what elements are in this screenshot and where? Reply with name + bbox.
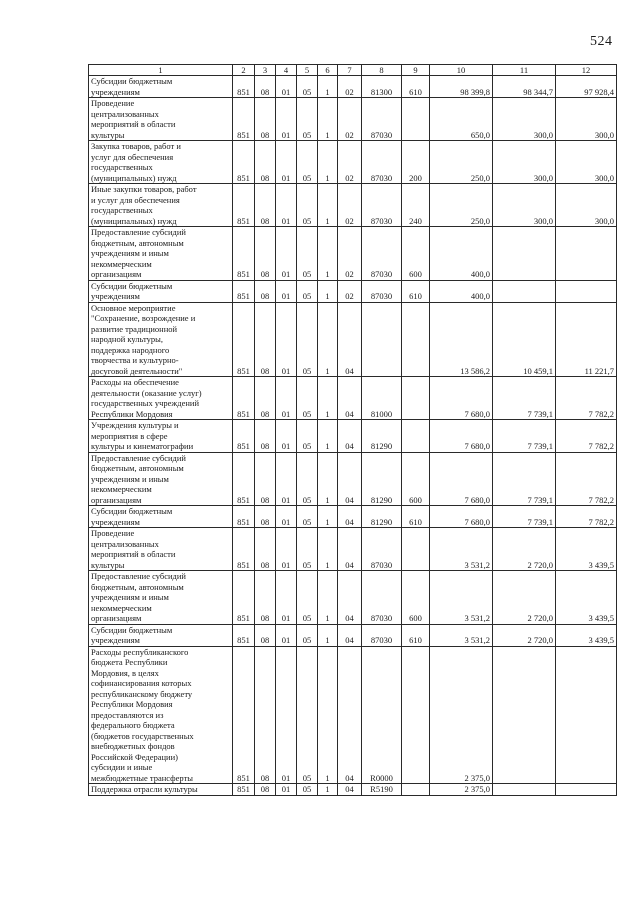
- amount-year-2-cell: [493, 646, 556, 784]
- expense-type-code-cell: 600: [402, 227, 430, 281]
- target-item-code-cell: 87030: [362, 227, 402, 281]
- amount-year-1-cell: 13 586,2: [430, 302, 493, 377]
- row-description: [89, 506, 233, 528]
- ministry-code-cell: 851: [233, 784, 255, 796]
- ministry-code-cell: 851: [233, 646, 255, 784]
- description-line: учреждениям и иным: [91, 473, 169, 484]
- page-number: 524: [590, 34, 613, 49]
- activity-code-cell: 02: [338, 227, 362, 281]
- description-line: Проведение: [91, 98, 135, 108]
- amount-year-2-cell: 10 459,1: [493, 302, 556, 377]
- table-row: [89, 506, 617, 528]
- description-line: Иные закупки товаров, работ: [91, 184, 197, 194]
- description-line: Субсидии бюджетным: [91, 76, 173, 86]
- target-item-code-cell: 87030: [362, 98, 402, 141]
- target-item-code-cell: 81290: [362, 420, 402, 453]
- description-line: Субсидии бюджетным: [91, 280, 173, 291]
- amount-year-2-cell: [493, 280, 556, 302]
- expense-type-code-cell: [402, 377, 430, 420]
- program-code-cell: 01: [276, 420, 297, 453]
- table-row: [89, 98, 617, 141]
- row-description: [89, 377, 233, 420]
- table-row: [89, 184, 617, 227]
- amount-year-3-cell: 7 782,2: [556, 506, 617, 528]
- activity-code-cell: 04: [338, 377, 362, 420]
- column-header: 2: [233, 65, 255, 76]
- description-line: Предоставление субсидий: [91, 571, 186, 581]
- section-code-cell: 08: [255, 141, 276, 184]
- activity-code-cell: 02: [338, 76, 362, 98]
- section-code-cell: 08: [255, 280, 276, 302]
- amount-year-1-cell: 7 680,0: [430, 377, 493, 420]
- description-line: бюджетным, автономным: [91, 463, 184, 473]
- description-line: Предоставление субсидий: [91, 452, 186, 463]
- row-description: [89, 624, 233, 646]
- section-code-cell: 08: [255, 571, 276, 625]
- section-code-cell: 08: [255, 184, 276, 227]
- column-header: 10: [430, 65, 493, 76]
- row-description: [89, 184, 233, 227]
- program-code-cell: 01: [276, 377, 297, 420]
- description-line: культуры: [91, 559, 125, 570]
- column-header: 8: [362, 65, 402, 76]
- table-row: [89, 377, 617, 420]
- activity-code-cell: 04: [338, 784, 362, 796]
- target-item-code-cell: R5190: [362, 784, 402, 796]
- description-line: мероприятия в сфере: [91, 430, 168, 441]
- table-row: [89, 76, 617, 98]
- event-code-cell: 1: [318, 98, 338, 141]
- ministry-code-cell: 851: [233, 506, 255, 528]
- description-line: учреждениям: [91, 291, 140, 301]
- amount-year-2-cell: 2 720,0: [493, 624, 556, 646]
- table-row: [89, 227, 617, 281]
- description-line: федерального бюджета: [91, 720, 175, 730]
- activity-code-cell: 02: [338, 280, 362, 302]
- amount-year-3-cell: 7 782,2: [556, 452, 617, 506]
- description-line: некоммерческим: [91, 258, 152, 269]
- amount-year-1-cell: 250,0: [430, 141, 493, 184]
- description-line: Расходы республиканского: [91, 646, 189, 657]
- program-code-cell: 01: [276, 141, 297, 184]
- amount-year-1-cell: 400,0: [430, 280, 493, 302]
- amount-year-2-cell: 2 720,0: [493, 528, 556, 571]
- expense-type-code-cell: 610: [402, 76, 430, 98]
- event-code-cell: 1: [318, 302, 338, 377]
- description-line: организациям: [91, 494, 142, 505]
- ministry-code-cell: 851: [233, 571, 255, 625]
- target-item-code-cell: 81300: [362, 76, 402, 98]
- expense-type-code-cell: 610: [402, 506, 430, 528]
- event-code-cell: 1: [318, 452, 338, 506]
- expense-type-code-cell: [402, 784, 430, 796]
- expense-type-code-cell: 240: [402, 184, 430, 227]
- ministry-code-cell: 851: [233, 280, 255, 302]
- subprogram-code-cell: 05: [297, 302, 318, 377]
- description-line: поддержка народного: [91, 344, 170, 355]
- activity-code-cell: 02: [338, 141, 362, 184]
- program-code-cell: 01: [276, 76, 297, 98]
- ministry-code-cell: 851: [233, 420, 255, 453]
- program-code-cell: 01: [276, 302, 297, 377]
- table-row: [89, 571, 617, 625]
- subprogram-code-cell: 05: [297, 624, 318, 646]
- row-description: [89, 528, 233, 571]
- description-line: Предоставление субсидий: [91, 227, 186, 237]
- program-code-cell: 01: [276, 528, 297, 571]
- target-item-code-cell: 87030: [362, 528, 402, 571]
- column-header: 5: [297, 65, 318, 76]
- section-code-cell: 08: [255, 227, 276, 281]
- description-line: организациям: [91, 269, 142, 279]
- activity-code-cell: 04: [338, 506, 362, 528]
- expense-type-code-cell: [402, 528, 430, 571]
- description-line: услуг для обеспечения: [91, 151, 174, 162]
- amount-year-3-cell: [556, 227, 617, 281]
- amount-year-3-cell: [556, 784, 617, 796]
- expense-type-code-cell: 600: [402, 571, 430, 625]
- activity-code-cell: 04: [338, 452, 362, 506]
- description-line: (муниципальных) нужд: [91, 215, 177, 226]
- description-line: республиканскому бюджету: [91, 688, 193, 699]
- description-line: мероприятий в области: [91, 119, 176, 129]
- description-line: учреждениям: [91, 635, 140, 645]
- row-description: [89, 141, 233, 184]
- section-code-cell: 08: [255, 624, 276, 646]
- activity-code-cell: 04: [338, 571, 362, 625]
- amount-year-1-cell: 7 680,0: [430, 420, 493, 453]
- description-line: Поддержка отрасли культуры: [91, 784, 198, 794]
- description-line: внебюджетных фондов: [91, 741, 175, 751]
- event-code-cell: 1: [318, 646, 338, 784]
- ministry-code-cell: 851: [233, 227, 255, 281]
- program-code-cell: 01: [276, 280, 297, 302]
- subprogram-code-cell: 05: [297, 184, 318, 227]
- target-item-code-cell: 81290: [362, 506, 402, 528]
- amount-year-3-cell: 97 928,4: [556, 76, 617, 98]
- subprogram-code-cell: 05: [297, 280, 318, 302]
- amount-year-1-cell: 250,0: [430, 184, 493, 227]
- ministry-code-cell: 851: [233, 302, 255, 377]
- row-description: [89, 452, 233, 506]
- event-code-cell: 1: [318, 227, 338, 281]
- expense-type-code-cell: 610: [402, 280, 430, 302]
- row-description: [89, 302, 233, 377]
- event-code-cell: 1: [318, 280, 338, 302]
- expense-type-code-cell: 200: [402, 141, 430, 184]
- target-item-code-cell: R0000: [362, 646, 402, 784]
- amount-year-1-cell: 2 375,0: [430, 646, 493, 784]
- description-line: субсидии и иные: [91, 762, 153, 772]
- description-line: централизованных: [91, 108, 159, 119]
- ministry-code-cell: 851: [233, 76, 255, 98]
- program-code-cell: 01: [276, 784, 297, 796]
- description-line: софинансирования которых: [91, 678, 192, 688]
- amount-year-1-cell: 7 680,0: [430, 506, 493, 528]
- amount-year-3-cell: [556, 646, 617, 784]
- description-line: учреждениям: [91, 86, 140, 97]
- description-line: (бюджетов государственных: [91, 730, 194, 741]
- event-code-cell: 1: [318, 184, 338, 227]
- amount-year-2-cell: 300,0: [493, 184, 556, 227]
- table-row: [89, 624, 617, 646]
- section-code-cell: 08: [255, 452, 276, 506]
- event-code-cell: 1: [318, 528, 338, 571]
- description-line: государственных: [91, 205, 153, 215]
- column-header: 4: [276, 65, 297, 76]
- amount-year-2-cell: [493, 227, 556, 281]
- amount-year-3-cell: 3 439,5: [556, 571, 617, 625]
- table-row: [89, 646, 617, 784]
- program-code-cell: 01: [276, 184, 297, 227]
- subprogram-code-cell: 05: [297, 76, 318, 98]
- table-row: [89, 280, 617, 302]
- target-item-code-cell: 87030: [362, 571, 402, 625]
- amount-year-3-cell: [556, 280, 617, 302]
- program-code-cell: 01: [276, 98, 297, 141]
- description-line: межбюджетные трансферты: [91, 772, 193, 783]
- table-row: [89, 141, 617, 184]
- description-line: учреждениям: [91, 516, 140, 527]
- description-line: некоммерческим: [91, 484, 152, 494]
- amount-year-3-cell: 11 221,7: [556, 302, 617, 377]
- description-line: развитие традиционной: [91, 323, 178, 334]
- description-line: Республики Мордовия: [91, 699, 173, 709]
- event-code-cell: 1: [318, 141, 338, 184]
- amount-year-3-cell: 7 782,2: [556, 420, 617, 453]
- program-code-cell: 01: [276, 571, 297, 625]
- ministry-code-cell: 851: [233, 528, 255, 571]
- row-description: [89, 98, 233, 141]
- event-code-cell: 1: [318, 76, 338, 98]
- description-line: централизованных: [91, 538, 159, 549]
- amount-year-2-cell: [493, 784, 556, 796]
- description-line: культуры: [91, 129, 125, 140]
- subprogram-code-cell: 05: [297, 571, 318, 625]
- section-code-cell: 08: [255, 420, 276, 453]
- row-description: [89, 420, 233, 453]
- expense-type-code-cell: [402, 646, 430, 784]
- event-code-cell: 1: [318, 506, 338, 528]
- section-code-cell: 08: [255, 528, 276, 571]
- description-line: (муниципальных) нужд: [91, 172, 177, 183]
- program-code-cell: 01: [276, 227, 297, 281]
- subprogram-code-cell: 05: [297, 227, 318, 281]
- description-line: деятельности (оказание услуг): [91, 387, 202, 398]
- row-description: [89, 646, 233, 784]
- program-code-cell: 01: [276, 506, 297, 528]
- amount-year-2-cell: 300,0: [493, 98, 556, 141]
- description-line: некоммерческим: [91, 602, 152, 613]
- expense-type-code-cell: [402, 302, 430, 377]
- description-line: Российской Федерации): [91, 751, 178, 762]
- description-line: и услуг для обеспечения: [91, 194, 180, 205]
- amount-year-1-cell: 3 531,2: [430, 571, 493, 625]
- table-row: [89, 784, 617, 796]
- description-line: досуговой деятельности": [91, 365, 183, 376]
- program-code-cell: 01: [276, 646, 297, 784]
- target-item-code-cell: 87030: [362, 184, 402, 227]
- amount-year-2-cell: 2 720,0: [493, 571, 556, 625]
- section-code-cell: 08: [255, 506, 276, 528]
- column-header: 9: [402, 65, 430, 76]
- ministry-code-cell: 851: [233, 624, 255, 646]
- target-item-code-cell: 81290: [362, 452, 402, 506]
- amount-year-3-cell: 300,0: [556, 184, 617, 227]
- description-line: бюджетным, автономным: [91, 581, 184, 592]
- expense-type-code-cell: [402, 420, 430, 453]
- target-item-code-cell: 87030: [362, 141, 402, 184]
- section-code-cell: 08: [255, 646, 276, 784]
- subprogram-code-cell: 05: [297, 784, 318, 796]
- table-row: [89, 302, 617, 377]
- event-code-cell: 1: [318, 624, 338, 646]
- row-description: [89, 227, 233, 281]
- description-line: учреждениям и иным: [91, 592, 169, 602]
- target-item-code-cell: 81000: [362, 377, 402, 420]
- expense-type-code-cell: 610: [402, 624, 430, 646]
- amount-year-1-cell: 400,0: [430, 227, 493, 281]
- amount-year-3-cell: 3 439,5: [556, 624, 617, 646]
- section-code-cell: 08: [255, 784, 276, 796]
- column-header: 1: [89, 65, 233, 76]
- description-line: Мордовия, в целях: [91, 667, 159, 678]
- description-line: Проведение: [91, 528, 135, 538]
- expense-type-code-cell: [402, 98, 430, 141]
- budget-table: [88, 64, 617, 796]
- event-code-cell: 1: [318, 784, 338, 796]
- header-row: [89, 65, 617, 76]
- section-code-cell: 08: [255, 98, 276, 141]
- column-header: 3: [255, 65, 276, 76]
- subprogram-code-cell: 05: [297, 646, 318, 784]
- description-line: организациям: [91, 613, 142, 623]
- subprogram-code-cell: 05: [297, 98, 318, 141]
- description-line: бюджетным, автономным: [91, 237, 184, 248]
- target-item-code-cell: [362, 302, 402, 377]
- table-row: [89, 528, 617, 571]
- description-line: государственных учреждений: [91, 398, 200, 408]
- section-code-cell: 08: [255, 76, 276, 98]
- description-line: Основное мероприятие: [91, 302, 176, 313]
- amount-year-1-cell: 3 531,2: [430, 624, 493, 646]
- description-line: Учреждения культуры и: [91, 420, 179, 430]
- subprogram-code-cell: 05: [297, 420, 318, 453]
- program-code-cell: 01: [276, 624, 297, 646]
- section-code-cell: 08: [255, 377, 276, 420]
- column-header: 12: [556, 65, 617, 76]
- ministry-code-cell: 851: [233, 452, 255, 506]
- amount-year-3-cell: 7 782,2: [556, 377, 617, 420]
- amount-year-1-cell: 98 399,8: [430, 76, 493, 98]
- event-code-cell: 1: [318, 571, 338, 625]
- amount-year-2-cell: 98 344,7: [493, 76, 556, 98]
- ministry-code-cell: 851: [233, 377, 255, 420]
- row-description: [89, 76, 233, 98]
- description-line: "Сохранение, возрождение и: [91, 313, 196, 323]
- description-line: государственных: [91, 162, 153, 172]
- expense-type-code-cell: 600: [402, 452, 430, 506]
- amount-year-1-cell: 7 680,0: [430, 452, 493, 506]
- activity-code-cell: 02: [338, 184, 362, 227]
- description-line: народной культуры,: [91, 334, 163, 344]
- amount-year-3-cell: 300,0: [556, 141, 617, 184]
- amount-year-2-cell: 7 739,1: [493, 506, 556, 528]
- table-row: [89, 420, 617, 453]
- row-description: [89, 571, 233, 625]
- column-header: 6: [318, 65, 338, 76]
- description-line: предоставляются из: [91, 709, 164, 720]
- subprogram-code-cell: 05: [297, 452, 318, 506]
- description-line: Субсидии бюджетным: [91, 624, 173, 635]
- activity-code-cell: 04: [338, 646, 362, 784]
- description-line: учреждениям и иным: [91, 248, 169, 258]
- target-item-code-cell: 87030: [362, 624, 402, 646]
- ministry-code-cell: 851: [233, 141, 255, 184]
- event-code-cell: 1: [318, 377, 338, 420]
- amount-year-2-cell: 7 739,1: [493, 377, 556, 420]
- table-row: [89, 452, 617, 506]
- column-header: 7: [338, 65, 362, 76]
- amount-year-1-cell: 2 375,0: [430, 784, 493, 796]
- amount-year-1-cell: 3 531,2: [430, 528, 493, 571]
- description-line: Закупка товаров, работ и: [91, 141, 181, 151]
- activity-code-cell: 04: [338, 528, 362, 571]
- amount-year-1-cell: 650,0: [430, 98, 493, 141]
- activity-code-cell: 04: [338, 302, 362, 377]
- description-line: Субсидии бюджетным: [91, 506, 173, 516]
- amount-year-2-cell: 300,0: [493, 141, 556, 184]
- description-line: творчества и культурно-: [91, 355, 179, 365]
- description-line: культуры и кинематографии: [91, 441, 194, 451]
- description-line: Республики Мордовия: [91, 408, 173, 419]
- description-line: бюджета Республики: [91, 657, 168, 667]
- program-code-cell: 01: [276, 452, 297, 506]
- activity-code-cell: 02: [338, 98, 362, 141]
- activity-code-cell: 04: [338, 624, 362, 646]
- ministry-code-cell: 851: [233, 98, 255, 141]
- table-body: [89, 76, 617, 796]
- subprogram-code-cell: 05: [297, 506, 318, 528]
- amount-year-2-cell: 7 739,1: [493, 420, 556, 453]
- subprogram-code-cell: 05: [297, 141, 318, 184]
- subprogram-code-cell: 05: [297, 528, 318, 571]
- target-item-code-cell: 87030: [362, 280, 402, 302]
- ministry-code-cell: 851: [233, 184, 255, 227]
- column-header: 11: [493, 65, 556, 76]
- amount-year-2-cell: 7 739,1: [493, 452, 556, 506]
- description-line: Расходы на обеспечение: [91, 377, 179, 387]
- row-description: [89, 784, 233, 796]
- section-code-cell: 08: [255, 302, 276, 377]
- amount-year-3-cell: 300,0: [556, 98, 617, 141]
- activity-code-cell: 04: [338, 420, 362, 453]
- row-description: [89, 280, 233, 302]
- event-code-cell: 1: [318, 420, 338, 453]
- description-line: мероприятий в области: [91, 549, 176, 559]
- amount-year-3-cell: 3 439,5: [556, 528, 617, 571]
- subprogram-code-cell: 05: [297, 377, 318, 420]
